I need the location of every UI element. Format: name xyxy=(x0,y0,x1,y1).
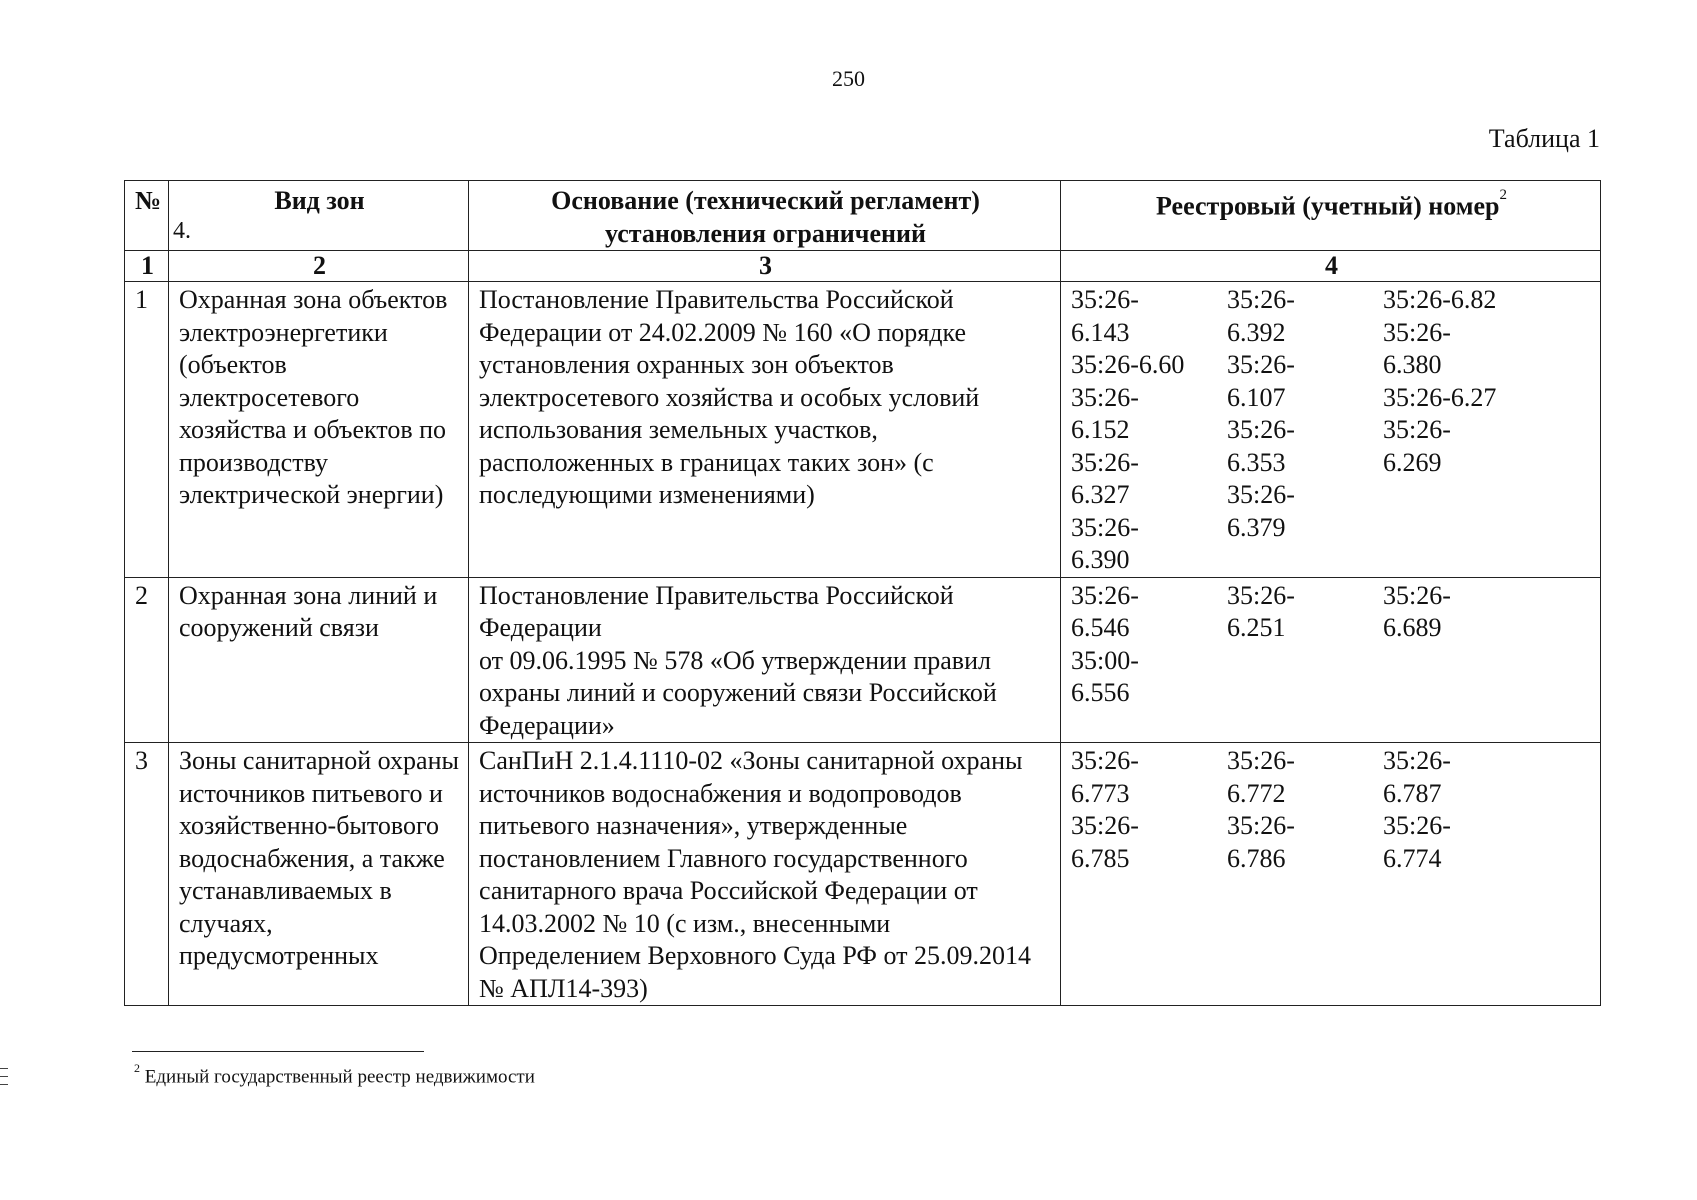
column-index: 1 xyxy=(125,251,169,282)
column-index: 3 xyxy=(469,251,1061,282)
basis-line: от 09.06.1995 № 578 «Об утверждении правил охраны линий и сооружений связи Российской Федерации» xyxy=(479,645,997,740)
row-number: 1 xyxy=(125,282,169,578)
registry-code-line: 6.774 xyxy=(1383,843,1442,873)
header-number-label: № xyxy=(135,186,162,215)
basis-cell: Постановление Правительства Российской Федерации от 24.02.2009 № 160 «О порядке установления охранных зон объектов электросетевого хозяйства и особых условий использования земельных участков, расположенных в границах таких зон» (с последующими изменениями) xyxy=(469,282,1061,578)
registry-code-column xyxy=(1383,284,1533,479)
registry-code-line: 35:26- xyxy=(1383,580,1451,610)
header-registry-number xyxy=(1061,181,1601,251)
registry-code-line: 35:26- xyxy=(1071,512,1139,542)
registry-code-line: 35:26- xyxy=(1071,382,1139,412)
registry-code-line: 6.379 xyxy=(1227,512,1286,542)
registry-code-column xyxy=(1383,745,1533,875)
registry-code-line: 6.380 xyxy=(1383,350,1442,379)
registry-code-line: 35:26- xyxy=(1383,317,1451,347)
registry-numbers-cell xyxy=(1061,282,1601,578)
registry-code-line: 6.353 xyxy=(1227,447,1286,477)
registry-code-line: 6.390 xyxy=(1071,545,1130,574)
registry-code-line: 35:26- xyxy=(1383,746,1451,775)
row-number: 3 xyxy=(125,743,169,1006)
scan-edge-marks xyxy=(0,1068,8,1092)
basis-line: Федерации xyxy=(479,613,602,642)
registry-code-line: 6.392 xyxy=(1227,317,1286,347)
header-stray-mark: 4. xyxy=(173,218,191,244)
registry-codes xyxy=(1071,745,1592,875)
registry-code-line: 6.269 xyxy=(1383,447,1442,477)
registry-code-line: 6.143 xyxy=(1071,317,1130,347)
registry-code-line: 35:26-6.27 xyxy=(1383,382,1497,412)
zones-table xyxy=(124,180,1601,1006)
registry-code-column xyxy=(1071,580,1227,710)
header-registry-label: Реестровый (учетный) номер xyxy=(1156,191,1500,221)
row-number: 2 xyxy=(125,577,169,743)
column-index: 4 xyxy=(1061,251,1601,282)
registry-code-line: 35:26- xyxy=(1071,811,1139,840)
registry-code-line: 6.785 xyxy=(1071,843,1130,873)
registry-code-line: 6.689 xyxy=(1383,613,1442,642)
registry-codes xyxy=(1071,284,1592,577)
registry-code-line: 6.107 xyxy=(1227,382,1286,412)
registry-codes xyxy=(1071,580,1592,710)
table-row xyxy=(125,743,1601,1006)
registry-code-column xyxy=(1227,284,1383,544)
registry-code-line: 35:00- xyxy=(1071,645,1139,675)
registry-code-line: 35:26- xyxy=(1071,580,1139,610)
registry-code-line: 6.772 xyxy=(1227,778,1286,808)
registry-code-column xyxy=(1383,580,1533,645)
header-zone-type: Вид зон xyxy=(169,181,469,251)
edge-mark xyxy=(0,1076,8,1077)
footnote xyxy=(134,1061,535,1088)
basis-cell xyxy=(469,577,1061,743)
registry-code-column xyxy=(1227,745,1383,875)
table-caption: Таблица 1 xyxy=(1488,124,1600,153)
edge-mark xyxy=(0,1068,8,1069)
basis-line: Постановление Правительства Российской xyxy=(479,580,954,610)
registry-code-line: 35:26- xyxy=(1227,285,1295,314)
page-number: 250 xyxy=(832,66,865,91)
registry-code-line: 35:26- xyxy=(1227,580,1295,610)
registry-numbers-cell xyxy=(1061,577,1601,743)
registry-code-line: 35:26- xyxy=(1227,480,1295,509)
registry-code-line: 6.327 xyxy=(1071,480,1130,509)
registry-code-line: 6.773 xyxy=(1071,778,1130,808)
table-row xyxy=(125,282,1601,578)
registry-code-line: 35:26- xyxy=(1383,811,1451,840)
zone-type-cell: Зоны санитарной охраны источников питьевого и хозяйственно-бытового водоснабжения, а также устанавливаемых в случаях, предусмотренных xyxy=(169,743,469,1006)
registry-code-column xyxy=(1071,745,1227,875)
basis-cell: СанПиН 2.1.4.1110-02 «Зоны санитарной охраны источников водоснабжения и водопроводов питьевого назначения», утвержденные постановлением Главного государственного санитарного врача Российской Федерации от 14.03.2002 № 10 (с изм., внесенными Определением Верховного Суда РФ от 25.09.2014 № АПЛ14-393) xyxy=(469,743,1061,1006)
registry-code-line: 6.152 xyxy=(1071,415,1130,444)
footnote-separator xyxy=(132,1051,424,1052)
footnote-mark: 2 xyxy=(134,1061,140,1075)
registry-code-line: 35:26- xyxy=(1227,350,1295,379)
header-number xyxy=(125,181,191,251)
zone-type-cell: Охранная зона линий и сооружений связи xyxy=(169,577,469,743)
header-footnote-mark: 2 xyxy=(1499,187,1507,203)
column-index: 2 xyxy=(169,251,469,282)
registry-code-column xyxy=(1227,580,1383,645)
edge-mark xyxy=(0,1084,8,1085)
registry-code-line: 6.786 xyxy=(1227,843,1286,873)
footnote-text: Единый государственный реестр недвижимости xyxy=(144,1066,535,1088)
registry-code-line: 35:26- xyxy=(1071,746,1139,775)
registry-code-line: 6.556 xyxy=(1071,678,1130,707)
registry-numbers-cell xyxy=(1061,743,1601,1006)
registry-code-line: 35:26- xyxy=(1227,811,1295,840)
registry-code-line: 35:26- xyxy=(1383,415,1451,444)
table-row xyxy=(125,577,1601,743)
registry-code-line: 35:26-6.60 xyxy=(1071,350,1185,379)
table-header-row xyxy=(125,181,1601,251)
registry-code-column xyxy=(1071,284,1227,577)
registry-code-line: 35:26-6.82 xyxy=(1383,285,1497,314)
zone-type-cell: Охранная зона объектов электроэнергетики (объектов электросетевого хозяйства и объектов по производству электрической энергии) xyxy=(169,282,469,578)
registry-code-line: 35:26- xyxy=(1227,746,1295,775)
registry-code-line: 35:26- xyxy=(1071,285,1139,314)
registry-code-line: 35:26- xyxy=(1071,447,1139,477)
column-index-row xyxy=(125,251,1601,282)
registry-code-line: 35:26- xyxy=(1227,415,1295,444)
registry-code-line: 6.251 xyxy=(1227,613,1286,642)
header-basis: Основание (технический регламент) установления ограничений xyxy=(469,181,1061,251)
registry-code-line: 6.546 xyxy=(1071,613,1130,642)
registry-code-line: 6.787 xyxy=(1383,778,1442,808)
